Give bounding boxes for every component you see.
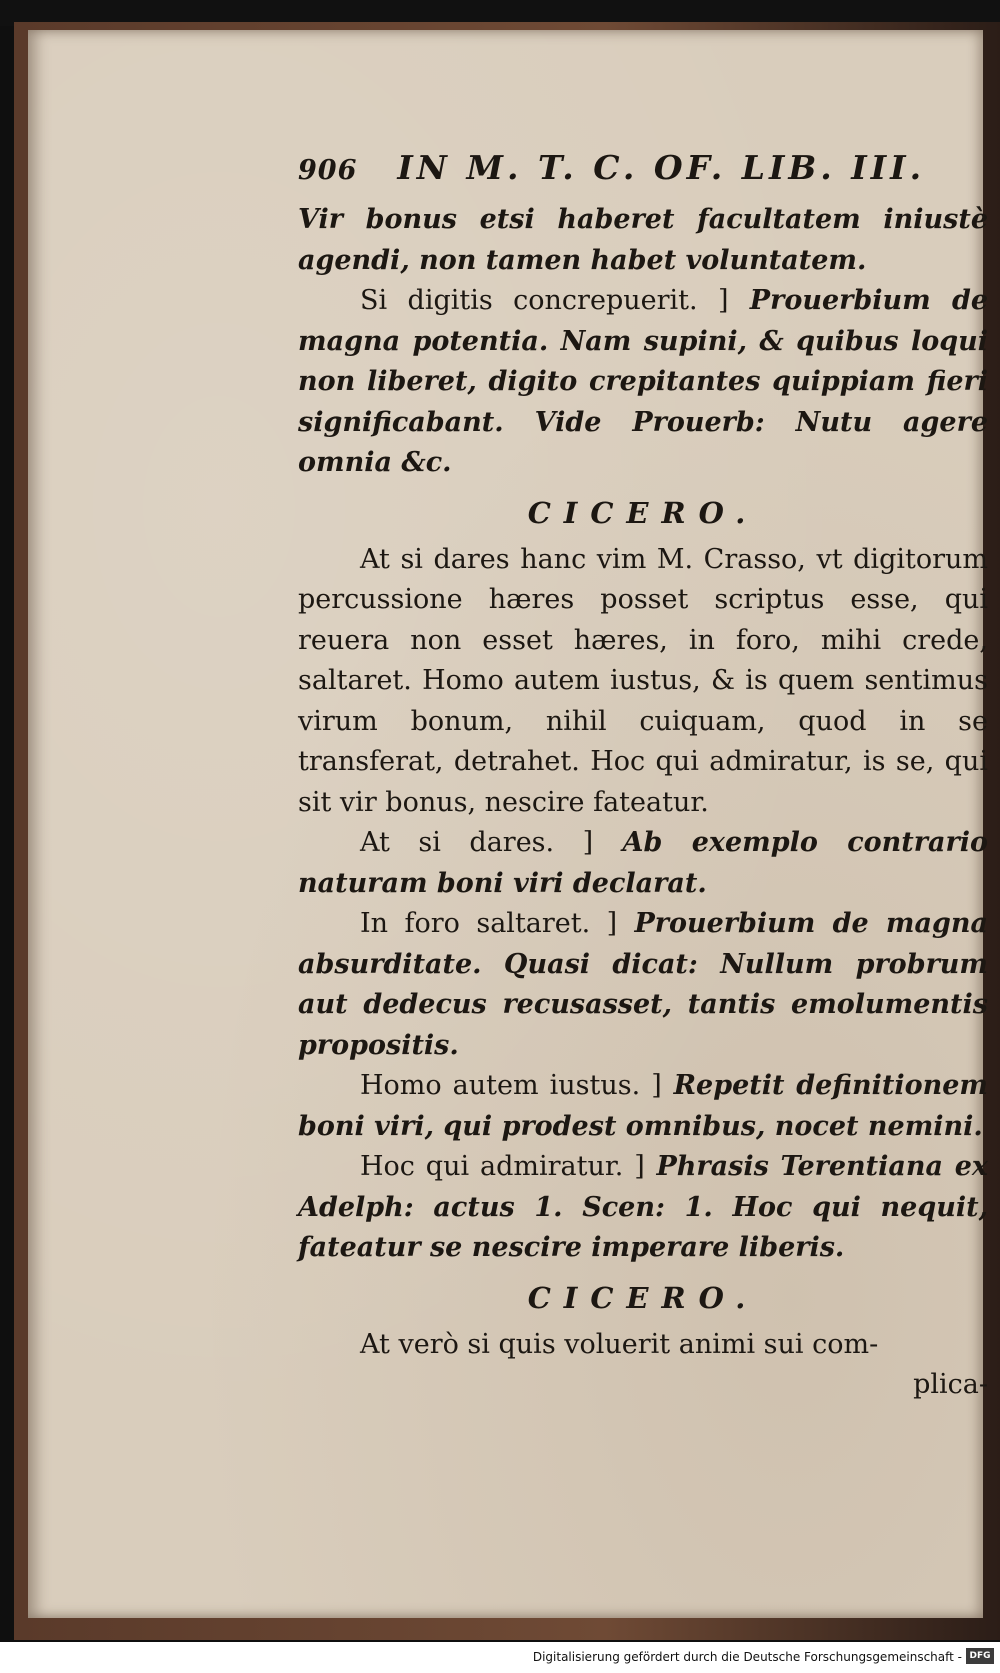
lemma: Homo autem iustus. ] <box>360 1070 662 1101</box>
section-heading: CICERO. <box>527 1280 759 1315</box>
commentary-note <box>298 823 988 904</box>
dfg-logo-icon: DFG <box>966 1648 994 1664</box>
lemma: In foro saltaret. ] <box>360 908 618 939</box>
page-text <box>298 148 988 1405</box>
digitization-footer <box>0 1642 1000 1673</box>
lemma: At si dares. ] <box>360 827 594 858</box>
cicero-text: At verò si quis voluerit animi sui com- <box>360 1328 879 1360</box>
cicero-text: At si dares hanc vim M. Crasso, vt digitorum percussione hæres posset scriptus esse, qui reuera non esset hæres, in foro, mihi crede, saltaret. Homo autem iustus, & is quem sentimus virum bonum, nihil cuiquam, quod in se transferat, detrahet. Hoc qui admiratur, is se, qui sit vir bonus, nescire fateatur. <box>298 543 988 818</box>
note-text: Repetit definitionem boni viri, qui prodest omnibus, nocet nemini. <box>298 1070 988 1142</box>
note-text: Ab exemplo contrario naturam boni viri declarat. <box>298 827 988 899</box>
section-heading: CICERO. <box>527 495 759 530</box>
commentary-note <box>298 1066 988 1147</box>
book-page <box>28 30 989 1618</box>
note-text: Prouerbium de magna potentia. Nam supini, & quibus loqui non liberet, digito crepitantes quippiam fieri significabant. Vide Prouerb: Nutu agere omnia &c. <box>298 285 989 478</box>
page-number: 906 <box>298 155 358 186</box>
commentary-note <box>298 904 988 1066</box>
running-header <box>298 148 988 200</box>
note-text: Prouerbium de magna absurditate. Quasi dicat: Nullum probrum aut dedecus recusasset, tantis emolumentis propositis. <box>298 908 988 1061</box>
commentary-paragraph: Vir bonus etsi haberet facultatem iniustè agendi, non tamen habet voluntatem. <box>298 204 988 276</box>
funding-credit: Digitalisierung gefördert durch die Deutsche Forschungsgemeinschaft - <box>532 1650 962 1664</box>
running-title: IN M. T. C. OF. LIB. III. <box>397 148 926 187</box>
commentary-note <box>298 1147 988 1269</box>
note-text: Phrasis Terentiana ex Adelph: actus 1. Scen: 1. Hoc qui nequit, fateatur se nescire imperare liberis. <box>298 1151 988 1263</box>
commentary-note <box>298 281 988 484</box>
lemma: Si digitis concrepuerit. ] <box>360 285 729 316</box>
catchword: plica- <box>913 1369 988 1400</box>
lemma: Hoc qui admiratur. ] <box>360 1151 645 1182</box>
